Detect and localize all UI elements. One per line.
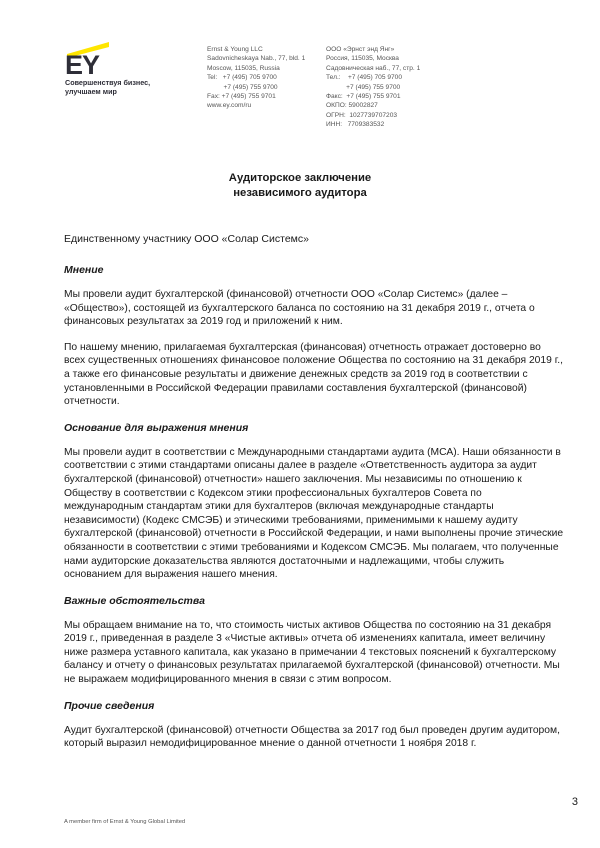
- address-line: Россия, 115035, Москва: [326, 55, 399, 63]
- paragraph: Мы провели аудит в соответствии с Международными стандартами аудита (МСА). Наши обязанности в соответствии с этими стандартами описаны далее в разделе «Ответственность аудитора за аудит бухгалтерской (финансовой) отчетности» нашего заключения. Мы независимы по отношению к Обществу в соответствии с Кодексом этики профессиональных бухгалтеров Совета по международным стандартам этики для бухгалтеров (включая международные стандарты независимости) (Кодекс СМСЭБ) и этическими требованиями, применимыми к нашему аудиту бухгалтерской (финансовой) отчетности в Российской Федерации, и нами выполнены прочие этические обязанности в соответствии с этими требованиями и Кодексом СМСЭБ. Мы полагаем, что полученные нами аудиторские доказательства являются достаточными и надлежащими, чтобы служить основанием для выражения нашего мнения.: [64, 446, 564, 581]
- document-title: [0, 171, 600, 201]
- address-line: Садовническая наб., 77, стр. 1: [326, 64, 421, 72]
- section-heading: Прочие сведения: [64, 699, 155, 712]
- ey-logo-letters: EY: [65, 50, 100, 80]
- document-title-line1: Аудиторское заключение: [228, 172, 372, 184]
- address-line: Факс: +7 (495) 755 9701: [326, 93, 401, 101]
- address-line: Sadovnicheskaya Nab., 77, bld. 1: [207, 55, 306, 63]
- ey-logo: [65, 40, 151, 96]
- address-line: ИНН: 7709383532: [326, 121, 385, 129]
- paragraph: По нашему мнению, прилагаемая бухгалтерская (финансовая) отчетность отражает достоверно во всех существенных отношениях финансовое положение Общества по состоянию на 31 декабря 2019 г., а также его финансовые результаты и движение денежных средств за 2019 год в соответствии с установленными в Российской Федерации правилами составления бухгалтерской (финансовой) отчетности.: [64, 341, 563, 408]
- paragraph: Аудит бухгалтерской (финансовой) отчетности Общества за 2017 год был проведен другим аудитором, который выразил немодифицированное мнение о данной отчетности 1 ноября 2018 г.: [64, 724, 560, 750]
- paragraph: Мы обращаем внимание на то, что стоимость чистых активов Общества по состоянию на 31 декабря 2019 г., приведенная в разделе 3 «Чистые активы» отчета об изменениях капитала, имеет величину ниже размера уставного капитала, как указано в примечании 4 текстовых пояснений к бухгалтерскому балансу и отчету о финансовых результатах прилагаемой бухгалтерской (финансовой) отчетности. Мы не выражаем модифицированного мнения в связи с этим вопросом.: [64, 619, 560, 686]
- address-line: +7 (495) 755 9700: [326, 83, 401, 91]
- ey-tagline-line2: улучшаем мир: [65, 87, 117, 96]
- page-number: 3: [571, 796, 578, 808]
- section-heading: Основание для выражения мнения: [64, 421, 249, 434]
- address-line: Ernst & Young LLC: [207, 46, 263, 53]
- address-line: ООО «Эрнст энд Янг»: [326, 46, 395, 53]
- address-line: Tel: +7 (495) 705 9700: [207, 74, 277, 82]
- ey-tagline: [65, 78, 175, 96]
- report-body: [64, 232, 564, 763]
- ey-tagline-line1: Совершенствуя бизнес,: [65, 78, 151, 87]
- ey-logo-mark: [65, 40, 135, 80]
- address-line: www.ey.com/ru: [207, 102, 252, 110]
- footer-note: A member firm of Ernst & Young Global Limited: [64, 819, 186, 825]
- address-line: Moscow, 115035, Russia: [207, 64, 280, 72]
- address-line: ОГРН: 1027739707203: [326, 111, 398, 119]
- section-opinion: [64, 263, 564, 409]
- paragraph: Мы провели аудит бухгалтерской (финансовой) отчетности ООО «Солар Системс» (далее – «Общество»), состоящей из бухгалтерского баланса по состоянию на 31 декабря 2019 г., отчета о финансовых результатах за 2019 год и приложений к ним.: [64, 289, 535, 328]
- address-line: Fax: +7 (495) 755 9701: [207, 93, 276, 101]
- document-title-line2: независимого аудитора: [233, 187, 367, 199]
- address-line: +7 (495) 755 9700: [207, 83, 278, 91]
- section-material-circumstances: [64, 594, 564, 687]
- section-basis-for-opinion: [64, 421, 564, 582]
- section-heading: Важные обстоятельства: [64, 594, 205, 607]
- section-heading: Мнение: [64, 264, 104, 276]
- section-other-matters: [64, 699, 564, 751]
- address-line: Тел.: +7 (495) 705 9700: [326, 74, 403, 82]
- company-address-russian: [326, 45, 436, 130]
- address-line: ОКПО: 59002827: [326, 102, 378, 110]
- company-address-english: [207, 45, 317, 111]
- salutation: Единственному участнику ООО «Солар Системс»: [64, 233, 309, 245]
